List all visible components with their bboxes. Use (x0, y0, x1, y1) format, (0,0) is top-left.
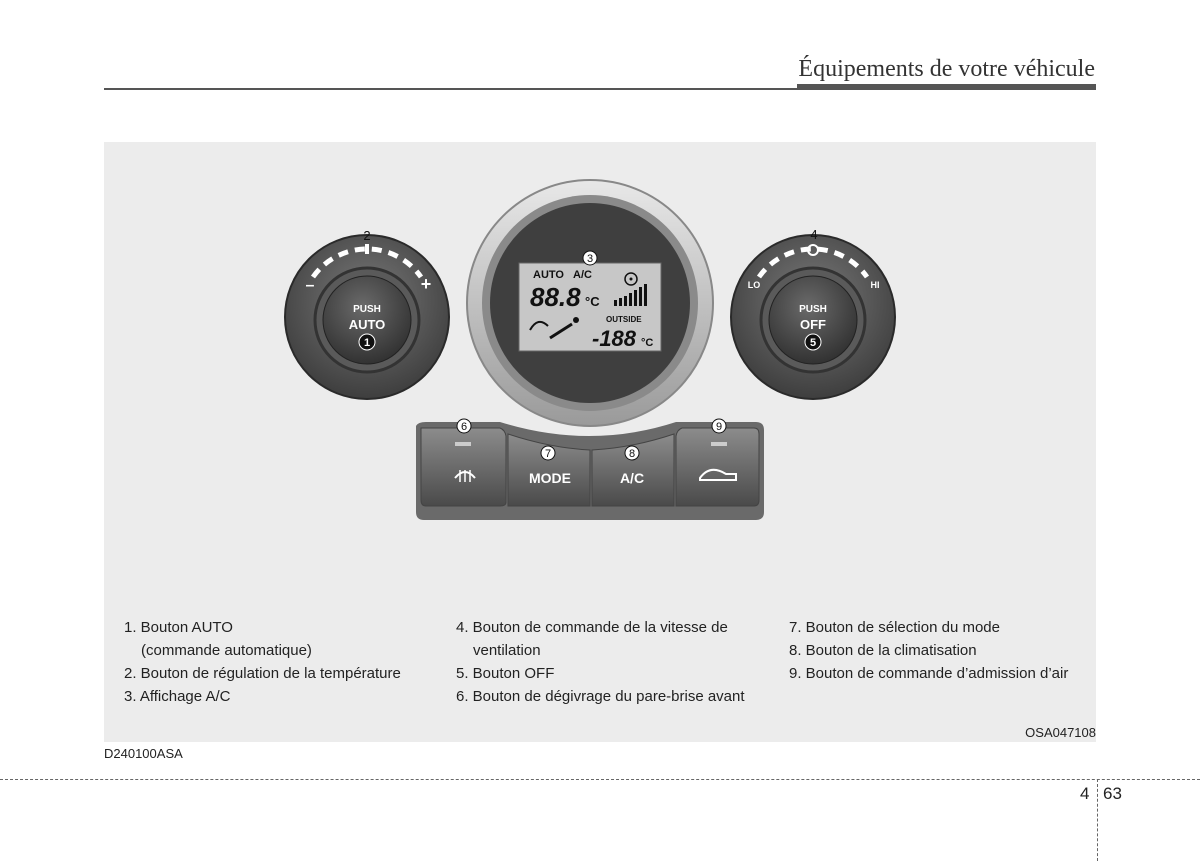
lo-label: LO (747, 280, 761, 290)
caption-column-1 (124, 616, 401, 708)
temperature-icon (365, 244, 369, 254)
svg-text:3: 3 (586, 253, 594, 265)
display-outside-temperature: -188 (592, 326, 637, 351)
caption-item: 2. Bouton de régulation de la température (124, 665, 401, 682)
section-code: D240100ASA (104, 746, 183, 761)
svg-text:2: 2 (363, 228, 371, 243)
caption-item: 1. Bouton AUTO (124, 619, 233, 636)
svg-text:6: 6 (460, 421, 468, 433)
svg-text:1: 1 (363, 337, 371, 349)
callout-1 (359, 334, 375, 350)
auto-push-label: PUSH (353, 304, 381, 315)
page-number: 63 (1103, 784, 1122, 803)
ac-display (467, 180, 713, 426)
plus-label: + (420, 274, 432, 294)
display-auto: AUTO (533, 269, 564, 281)
svg-text:9: 9 (715, 421, 723, 433)
caption-item: 6. Bouton de dégivrage du pare-brise avant (456, 688, 745, 705)
caption-item: 3. Affichage A/C (124, 688, 231, 705)
caption-item: 8. Bouton de la climatisation (789, 642, 977, 659)
auto-button-label: AUTO (348, 317, 386, 332)
display-outside-label: OUTSIDE (606, 315, 642, 324)
temperature-knob[interactable] (285, 235, 449, 399)
fan-speed-knob[interactable] (731, 235, 895, 399)
svg-text:7: 7 (544, 448, 552, 460)
svg-text:8: 8 (628, 448, 636, 460)
minus-label: – (305, 277, 315, 294)
page-number-divider (1097, 779, 1098, 861)
callout-7 (541, 446, 555, 460)
callout-5 (805, 334, 821, 350)
svg-text:4: 4 (810, 227, 818, 242)
caption-item: 7. Bouton de sélection du mode (789, 619, 1000, 636)
off-button-label: OFF (800, 317, 826, 332)
caption-item: 4. Bouton de commande de la vitesse de (456, 619, 728, 636)
footer-divider (0, 779, 1200, 780)
callout-6 (457, 419, 471, 433)
caption-item: (commande automatique) (141, 642, 312, 659)
caption-item: ventilation (473, 642, 541, 659)
callout-9 (712, 419, 726, 433)
caption-column-2 (456, 616, 745, 708)
caption-item: 9. Bouton de commande d’admission d’air (789, 665, 1069, 682)
header-title: Équipements de votre véhicule (798, 56, 1095, 82)
hi-label: HI (870, 280, 880, 290)
callout-8 (625, 446, 639, 460)
caption-column-3 (789, 616, 1068, 685)
caption-item: 5. Bouton OFF (456, 665, 555, 682)
display-temperature: 88.8 (530, 282, 581, 312)
air-intake-button[interactable] (676, 428, 759, 506)
off-push-label: PUSH (799, 304, 827, 315)
defrost-button[interactable] (421, 428, 506, 506)
display-outside-unit: °C (641, 337, 654, 349)
callout-4 (810, 227, 817, 242)
mode-button-label: MODE (529, 470, 571, 486)
display-ac: A/C (573, 269, 592, 281)
callout-2 (363, 228, 370, 243)
display-temp-unit: °C (585, 294, 600, 309)
page-chapter: 4 (1080, 784, 1090, 803)
callout-3 (583, 251, 597, 265)
figure-code: OSA047108 (1025, 725, 1096, 740)
ac-button-label: A/C (619, 470, 645, 486)
svg-text:5: 5 (809, 337, 817, 349)
